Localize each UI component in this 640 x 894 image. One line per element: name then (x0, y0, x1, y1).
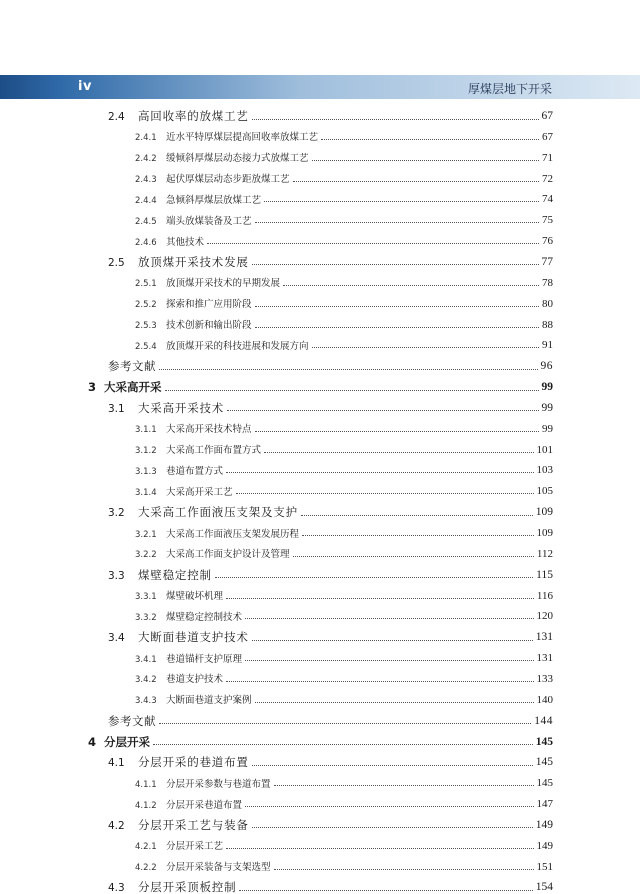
toc-subsection-row[interactable] (135, 236, 553, 247)
dot-leader (312, 346, 539, 348)
toc-entry-title: 分层开采巷道布置 (166, 799, 243, 811)
toc-entry-number: 3.2.1 (135, 529, 157, 540)
toc-entry-page: 101 (536, 443, 553, 456)
toc-entry-page: 149 (536, 839, 553, 852)
toc-entry-number: 2.4.6 (135, 237, 157, 248)
toc-subsection-row[interactable] (135, 278, 553, 289)
toc-entry-title: 技术创新和输出阶段 (166, 320, 252, 331)
toc-entry-page: 96 (540, 360, 553, 373)
toc-entry-page: 71 (542, 151, 553, 164)
toc-subsection-row[interactable] (135, 862, 553, 873)
toc-subsection-row[interactable] (135, 424, 553, 435)
dot-leader (165, 389, 539, 391)
dot-leader (255, 305, 539, 307)
toc-entry-title: 分层开采顶板控制 (138, 880, 237, 894)
toc-entry-title: 大采高开采 (104, 380, 162, 395)
toc-entry-page: 77 (541, 255, 553, 268)
toc-entry-page: 76 (542, 235, 553, 248)
toc-subsection-row[interactable] (135, 653, 553, 664)
toc-entry-number: 4.1.2 (135, 800, 157, 811)
toc-entry-page: 133 (536, 672, 553, 685)
dot-leader (274, 868, 534, 870)
toc-entry-number: 4.1 (108, 757, 125, 770)
toc-section-row[interactable] (108, 400, 553, 415)
dot-leader (226, 471, 533, 473)
toc-entry-page: 74 (542, 193, 553, 206)
toc-entry-number: 4.3 (108, 882, 125, 894)
toc-entry-title: 急倾斜厚煤层放煤工艺 (166, 194, 262, 206)
toc-entry-number: 4.2.1 (135, 842, 157, 853)
toc-entry-title: 大采高工作面液压支架及支护 (138, 505, 298, 520)
toc-entry-number: 3.2 (108, 507, 125, 520)
toc-entry-title: 煤壁稳定控制技术 (166, 611, 243, 623)
toc-subsection-row[interactable] (135, 153, 553, 164)
book-title: 厚煤层地下开采 (467, 82, 552, 96)
toc-entry-title: 分层开采 (104, 734, 150, 749)
toc-entry-number: 2.5.3 (135, 321, 157, 331)
toc-references-row[interactable] (108, 713, 553, 728)
toc-entry-title: 放顶煤开采技术发展 (138, 254, 249, 269)
dot-leader (159, 368, 538, 370)
toc-subsection-row[interactable] (135, 841, 553, 852)
dot-leader (245, 805, 533, 807)
dot-leader (255, 430, 539, 432)
toc-entry-page: 109 (535, 506, 553, 519)
toc-entry-page: 151 (536, 860, 553, 873)
dot-leader (264, 200, 539, 202)
toc-entry-page: 80 (542, 297, 553, 310)
dot-leader (283, 284, 539, 286)
toc-entry-page: 99 (541, 401, 553, 414)
toc-entry-number: 3 (88, 380, 97, 395)
toc-subsection-row[interactable] (135, 778, 553, 789)
dot-leader (236, 492, 534, 494)
toc-entry-title: 分层开采的巷道布置 (138, 755, 249, 770)
toc-entry-number: 3.4.3 (135, 696, 157, 707)
dot-leader (252, 639, 533, 641)
dot-leader (252, 826, 533, 828)
toc-entry-number: 2.4.5 (135, 216, 157, 227)
toc-subsection-row[interactable] (135, 674, 553, 685)
dot-leader (301, 514, 533, 516)
toc-entry-number: 4.2 (108, 819, 125, 832)
toc-entry-number: 3.4 (108, 632, 125, 645)
toc-subsection-row[interactable] (135, 132, 553, 143)
dot-leader (215, 576, 533, 578)
toc-section-row[interactable] (108, 567, 553, 582)
dot-leader (321, 138, 539, 140)
toc-entry-page: 91 (542, 339, 553, 352)
dot-leader (207, 242, 539, 244)
toc-entry-number: 2.4 (108, 111, 125, 123)
toc-entry-page: 131 (536, 652, 553, 665)
toc-entry-title: 分层开采参数与巷道布置 (166, 778, 271, 790)
toc-entry-number: 3.3.2 (135, 612, 157, 623)
toc-entry-title: 分层开采工艺 (166, 841, 224, 853)
toc-entry-page: 116 (536, 589, 553, 602)
toc-subsection-row[interactable] (135, 320, 553, 331)
toc-entry-number: 3.4.1 (135, 654, 157, 665)
toc-entry-title: 煤壁破坏机理 (166, 591, 224, 603)
toc-entry-title: 分层开采装备与支架选型 (166, 862, 271, 874)
toc-entry-title: 起伏厚煤层动态步距放煤工艺 (166, 174, 290, 186)
toc-section-row[interactable] (108, 757, 553, 769)
toc-entry-page: 67 (541, 110, 553, 122)
dot-leader (153, 743, 533, 745)
toc-subsection-row[interactable] (135, 549, 553, 560)
toc-entry-page: 145 (535, 756, 553, 769)
dot-leader (312, 159, 539, 161)
toc-subsection-row[interactable] (135, 695, 553, 706)
toc-entry-number: 4.1.1 (135, 779, 157, 790)
toc-entry-page: 99 (541, 381, 553, 394)
toc-entry-number: 3.2.2 (135, 550, 157, 561)
toc-subsection-row[interactable] (135, 465, 553, 476)
toc-entry-page: 115 (536, 568, 553, 581)
toc-section-row[interactable] (108, 632, 553, 644)
toc-subsection-row[interactable] (135, 215, 553, 226)
toc-entry-page: 67 (542, 130, 553, 143)
dot-leader (252, 263, 539, 265)
toc-entry-page: 145 (536, 777, 553, 790)
dot-leader (252, 118, 539, 120)
toc-entry-title: 巷道支护技术 (166, 674, 224, 686)
dot-leader (255, 221, 539, 223)
toc-entry-page: 145 (535, 735, 553, 748)
toc-entry-title: 大采高工作面支护设计及管理 (166, 549, 290, 561)
toc-entry-title: 近水平特厚煤层提高回收率放煤工艺 (166, 132, 319, 144)
toc-entry-page: 109 (536, 527, 553, 539)
toc-entry-number: 3.1.4 (135, 487, 157, 498)
dot-leader (227, 409, 538, 411)
toc-entry-number: 2.4.1 (135, 133, 157, 144)
dot-leader (245, 659, 533, 661)
toc-subsection-row[interactable] (135, 340, 553, 351)
toc-entry-title: 大采高开采技术 (138, 400, 225, 415)
dot-leader (226, 847, 533, 849)
toc-entry-number: 3.1.3 (135, 466, 157, 477)
toc-section-row[interactable] (108, 882, 553, 894)
toc-subsection-row[interactable] (135, 799, 553, 810)
toc-entry-page: 131 (535, 631, 553, 644)
dot-leader (255, 326, 539, 328)
toc-entry-page: 75 (542, 214, 553, 227)
toc-entry-title: 端头放煤装备及工艺 (166, 215, 252, 227)
toc-chapter-row[interactable] (88, 382, 553, 394)
toc-entry-page: 144 (534, 714, 553, 727)
toc-entry-number: 3.1.1 (135, 425, 157, 436)
toc-entry-page: 103 (536, 464, 553, 477)
dot-leader (293, 555, 534, 557)
toc-entry-page: 112 (536, 547, 553, 560)
toc-references-row[interactable] (108, 361, 553, 373)
toc-section-row[interactable] (108, 111, 553, 123)
toc-entry-number: 2.4.3 (135, 175, 157, 186)
toc-entry-number: 2.4.4 (135, 195, 157, 206)
toc-subsection-row[interactable] (135, 445, 553, 456)
toc-entry-number: 2.5.1 (135, 279, 157, 290)
dot-leader (302, 534, 533, 536)
toc-entry-title: 大断面巷道支护技术 (138, 630, 249, 645)
toc-section-row[interactable] (108, 507, 553, 519)
toc-subsection-row[interactable] (135, 486, 553, 497)
dot-leader (226, 680, 533, 682)
toc-entry-number: 2.4.2 (135, 154, 157, 165)
dot-leader (264, 451, 533, 453)
dot-leader (226, 597, 534, 599)
dot-leader (293, 180, 539, 182)
toc-entry-page: 154 (535, 881, 553, 894)
toc-entry-page: 149 (535, 818, 553, 831)
toc-section-row[interactable] (108, 817, 553, 832)
toc-subsection-row[interactable] (135, 194, 553, 205)
toc-entry-title: 大采高开采工艺 (166, 486, 233, 498)
dot-leader (239, 889, 532, 891)
toc-entry-title: 参考文献 (108, 713, 156, 728)
toc-entry-number: 3.1.2 (135, 446, 157, 457)
toc-entry-title: 缓倾斜厚煤层动态接力式放煤工艺 (166, 153, 309, 165)
toc-entry-title: 巷道布置方式 (166, 465, 224, 477)
toc-entry-page: 105 (536, 485, 553, 498)
toc-entry-title: 放顶煤开采技术的早期发展 (166, 278, 281, 290)
toc-entry-page: 99 (542, 422, 553, 435)
toc-entry-number: 4 (88, 734, 97, 749)
toc-entry-title: 其他技术 (166, 236, 205, 248)
toc-entry-number: 3.4.2 (135, 675, 157, 686)
toc-entry-title: 大采高开采技术特点 (166, 424, 252, 436)
toc-entry-title: 大采高工作面布置方式 (166, 445, 262, 457)
toc-entry-title: 大采高工作面液压支架发展历程 (166, 528, 300, 540)
toc-entry-title: 煤壁稳定控制 (138, 567, 212, 582)
toc-entry-number: 2.5.4 (135, 341, 157, 352)
toc-chapter-row[interactable] (88, 734, 553, 749)
toc-entry-title: 探索和推广应用阶段 (166, 299, 252, 311)
toc-entry-number: 2.5 (108, 256, 125, 269)
toc-subsection-row[interactable] (135, 299, 553, 310)
toc-subsection-row[interactable] (135, 591, 553, 602)
toc-entry-number: 4.2.2 (135, 863, 157, 874)
toc-entry-page: 140 (536, 693, 553, 706)
toc-subsection-row[interactable] (135, 174, 553, 185)
dot-leader (252, 764, 533, 766)
toc-entry-number: 2.5.2 (135, 300, 157, 311)
toc-entry-title: 大断面巷道支护案例 (166, 695, 252, 707)
toc-entry-title: 高回收率的放煤工艺 (138, 109, 249, 123)
dot-leader (255, 701, 534, 703)
toc-entry-title: 参考文献 (108, 359, 156, 374)
toc-entry-number: 3.3.1 (135, 592, 157, 603)
toc-subsection-row[interactable] (135, 611, 553, 622)
toc-entry-number: 3.3 (108, 569, 125, 582)
toc-entry-number: 3.1 (108, 402, 125, 415)
toc-entry-title: 分层开采工艺与装备 (138, 817, 249, 832)
toc-entry-page: 120 (536, 610, 553, 623)
toc-entry-title: 巷道锚杆支护原理 (166, 653, 243, 665)
toc-entry-title: 放顶煤开采的科技进展和发展方向 (166, 340, 309, 352)
toc-entry-page: 78 (542, 276, 553, 289)
toc-entry-page: 72 (542, 172, 553, 185)
toc-section-row[interactable] (108, 254, 553, 269)
toc-entry-page: 147 (536, 798, 553, 811)
dot-leader (245, 617, 533, 619)
dot-leader (159, 722, 531, 724)
page-number-label: iv (78, 79, 92, 94)
dot-leader (274, 784, 534, 786)
toc-entry-page: 88 (542, 318, 553, 331)
toc-subsection-row[interactable] (135, 528, 553, 539)
